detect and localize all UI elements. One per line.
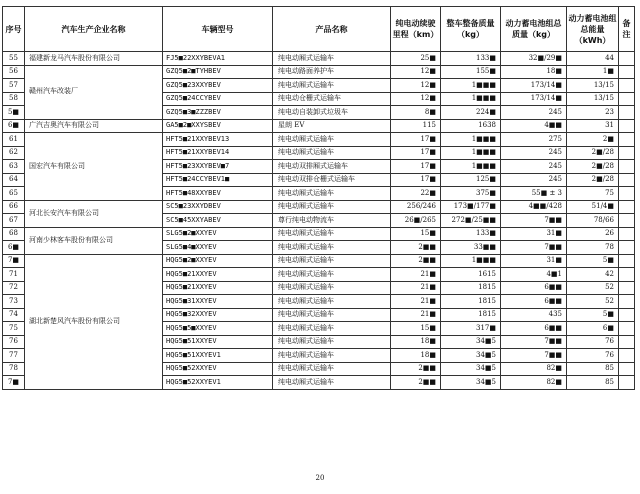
model-cell: HFT5■21XXYBEV13	[163, 133, 273, 147]
seq-cell: 58	[3, 92, 25, 106]
battery-mass-cell: 31■	[501, 227, 567, 241]
battery-energy-cell: 76	[567, 335, 619, 349]
note-cell	[619, 295, 635, 309]
seq-cell: 78	[3, 362, 25, 376]
range-cell: 25■	[391, 52, 441, 66]
product-cell: 纯电动厢式运输车	[273, 349, 391, 363]
model-cell: SLG5■4■XXYEV	[163, 241, 273, 255]
note-cell	[619, 52, 635, 66]
company-cell: 河南少林客车股份有限公司	[25, 227, 163, 254]
seq-cell: 77	[3, 349, 25, 363]
seq-cell: 74	[3, 308, 25, 322]
model-cell: HQG5■5■XXYEV	[163, 322, 273, 336]
seq-cell: 55	[3, 52, 25, 66]
mass-cell: 33■■	[441, 241, 501, 255]
table-body	[3, 52, 635, 390]
mass-cell: 1■■■	[441, 254, 501, 268]
table-row	[3, 52, 635, 66]
model-cell: HQG5■31XXYEV	[163, 295, 273, 309]
mass-cell: 1638	[441, 119, 501, 133]
model-cell: SC5■45XXYABEV	[163, 214, 273, 228]
range-cell: 2■■	[391, 254, 441, 268]
product-cell: 纯电动厢式运输车	[273, 362, 391, 376]
battery-energy-cell: 85	[567, 362, 619, 376]
battery-mass-cell: 18■	[501, 65, 567, 79]
battery-energy-cell: 75	[567, 187, 619, 201]
battery-mass-cell: 7■■	[501, 335, 567, 349]
note-cell	[619, 79, 635, 93]
battery-mass-cell: 173/14■	[501, 79, 567, 93]
battery-energy-cell: 42	[567, 268, 619, 282]
battery-energy-cell: 2■/28	[567, 146, 619, 160]
battery-energy-cell: 1■	[567, 65, 619, 79]
mass-cell: 173■/177■	[441, 200, 501, 214]
note-cell	[619, 362, 635, 376]
seq-cell: 72	[3, 281, 25, 295]
product-cell: 纯电动厢式运输车	[273, 308, 391, 322]
product-cell: 纯电动厢式运输车	[273, 241, 391, 255]
battery-energy-cell: 2■	[567, 133, 619, 147]
product-cell: 纯电动厢式运输车	[273, 254, 391, 268]
note-cell	[619, 322, 635, 336]
mass-cell: 133■	[441, 227, 501, 241]
model-cell: HQG5■52XXYEV	[163, 362, 273, 376]
battery-energy-cell: 78	[567, 241, 619, 255]
note-cell	[619, 173, 635, 187]
battery-mass-cell: 4■■/428	[501, 200, 567, 214]
seq-cell: 56	[3, 65, 25, 79]
range-cell: 17■	[391, 146, 441, 160]
mass-cell: 224■	[441, 106, 501, 120]
product-cell: 纯电动双排厢式运输车	[273, 160, 391, 174]
header-model: 车辆型号	[163, 7, 273, 52]
seq-cell: 57	[3, 79, 25, 93]
range-cell: 17■	[391, 160, 441, 174]
product-cell: 纯电动厢式运输车	[273, 281, 391, 295]
range-cell: 17■	[391, 173, 441, 187]
battery-mass-cell: 245	[501, 160, 567, 174]
battery-energy-cell: 76	[567, 349, 619, 363]
catalog-sheet	[2, 6, 634, 390]
seq-cell: 6■	[3, 241, 25, 255]
note-cell	[619, 268, 635, 282]
mass-cell: 1■■■	[441, 146, 501, 160]
product-cell: 纯电动厢式运输车	[273, 227, 391, 241]
model-cell: HFT5■23XXYBEV■7	[163, 160, 273, 174]
seq-cell: 73	[3, 295, 25, 309]
range-cell: 8■	[391, 106, 441, 120]
note-cell	[619, 200, 635, 214]
mass-cell: 34■5	[441, 376, 501, 390]
battery-mass-cell: 275	[501, 133, 567, 147]
table-row	[3, 200, 635, 214]
mass-cell: 1■■■	[441, 79, 501, 93]
model-cell: HFT5■24CCYBEV1■	[163, 173, 273, 187]
range-cell: 22■	[391, 187, 441, 201]
mass-cell: 34■5	[441, 335, 501, 349]
model-cell: GZQ5■3■ZZZBEV	[163, 106, 273, 120]
model-cell: SLG5■2■XXYEV	[163, 227, 273, 241]
note-cell	[619, 119, 635, 133]
header-battery-energy: 动力蓄电池组总能量（kWh）	[567, 7, 619, 52]
battery-mass-cell: 245	[501, 173, 567, 187]
seq-cell: 75	[3, 322, 25, 336]
header-mass: 整车整备质量（kg）	[441, 7, 501, 52]
header-range: 纯电动续驶里程（km）	[391, 7, 441, 52]
model-cell: HQG5■2■XXYEV	[163, 254, 273, 268]
seq-cell: 5■	[3, 106, 25, 120]
range-cell: 12■	[391, 65, 441, 79]
seq-cell: 62	[3, 146, 25, 160]
range-cell: 12■	[391, 79, 441, 93]
battery-mass-cell: 4■1	[501, 268, 567, 282]
company-cell: 湖北新楚风汽车股份有限公司	[25, 254, 163, 389]
company-cell: 河北长安汽车有限公司	[25, 200, 163, 227]
seq-cell: 65	[3, 187, 25, 201]
product-cell: 纯电动厢式运输车	[273, 200, 391, 214]
range-cell: 18■	[391, 335, 441, 349]
product-cell: 纯电动厢式运输车	[273, 376, 391, 390]
product-cell: 纯电动双排仓栅式运输车	[273, 173, 391, 187]
product-cell: 纯电动厢式运输车	[273, 52, 391, 66]
header-company: 汽车生产企业名称	[25, 7, 163, 52]
battery-mass-cell: 7■■	[501, 241, 567, 255]
range-cell: 256/246	[391, 200, 441, 214]
mass-cell: 125■	[441, 173, 501, 187]
header-seq: 序号	[3, 7, 25, 52]
model-cell: HQG5■21XXYEV	[163, 268, 273, 282]
battery-mass-cell: 32■/29■	[501, 52, 567, 66]
model-cell: GZQ5■24CCYBEV	[163, 92, 273, 106]
battery-energy-cell: 52	[567, 281, 619, 295]
range-cell: 26■/265	[391, 214, 441, 228]
note-cell	[619, 335, 635, 349]
header-note: 备注	[619, 7, 635, 52]
mass-cell: 1815	[441, 308, 501, 322]
range-cell: 21■	[391, 281, 441, 295]
range-cell: 12■	[391, 92, 441, 106]
model-cell: SC5■23XXYDBEV	[163, 200, 273, 214]
range-cell: 115	[391, 119, 441, 133]
battery-energy-cell: 51/4■	[567, 200, 619, 214]
note-cell	[619, 146, 635, 160]
note-cell	[619, 133, 635, 147]
page-number: 20	[315, 474, 325, 482]
battery-mass-cell: 173/14■	[501, 92, 567, 106]
range-cell: 15■	[391, 322, 441, 336]
note-cell	[619, 187, 635, 201]
battery-mass-cell: 7■■	[501, 349, 567, 363]
mass-cell: 1815	[441, 295, 501, 309]
product-cell: 纯电动厢式运输车	[273, 133, 391, 147]
seq-cell: 64	[3, 173, 25, 187]
seq-cell: 61	[3, 133, 25, 147]
battery-energy-cell: 85	[567, 376, 619, 390]
product-cell: 纯电动厢式运输车	[273, 187, 391, 201]
seq-cell: 71	[3, 268, 25, 282]
note-cell	[619, 254, 635, 268]
seq-cell: 7■	[3, 254, 25, 268]
table-row	[3, 254, 635, 268]
seq-cell: 66	[3, 200, 25, 214]
company-cell: 国宏汽车有限公司	[25, 133, 163, 201]
note-cell	[619, 65, 635, 79]
model-cell: HFT5■48XXYBEV	[163, 187, 273, 201]
note-cell	[619, 281, 635, 295]
range-cell: 18■	[391, 349, 441, 363]
seq-cell: 76	[3, 335, 25, 349]
mass-cell: 1615	[441, 268, 501, 282]
battery-energy-cell: 31	[567, 119, 619, 133]
model-cell: HFT5■21XXYBEV14	[163, 146, 273, 160]
battery-energy-cell: 13/15	[567, 79, 619, 93]
mass-cell: 1815	[441, 281, 501, 295]
range-cell: 2■■	[391, 362, 441, 376]
battery-mass-cell: 245	[501, 146, 567, 160]
battery-energy-cell: 44	[567, 52, 619, 66]
battery-energy-cell: 2■/28	[567, 173, 619, 187]
seq-cell: 67	[3, 214, 25, 228]
model-cell: HQG5■51XXYEV	[163, 335, 273, 349]
battery-mass-cell: 6■■	[501, 295, 567, 309]
battery-mass-cell: 82■	[501, 376, 567, 390]
product-cell: 纯电动厢式运输车	[273, 335, 391, 349]
battery-mass-cell: 245	[501, 106, 567, 120]
product-cell: 纯电动自装卸式垃圾车	[273, 106, 391, 120]
header-row	[3, 7, 635, 52]
product-cell: 纯电动厢式运输车	[273, 268, 391, 282]
battery-mass-cell: 6■■	[501, 322, 567, 336]
header-product: 产品名称	[273, 7, 391, 52]
product-cell: 纯电动厢式运输车	[273, 295, 391, 309]
table-row	[3, 227, 635, 241]
note-cell	[619, 160, 635, 174]
note-cell	[619, 214, 635, 228]
mass-cell: 1■■■	[441, 133, 501, 147]
seq-cell: 63	[3, 160, 25, 174]
note-cell	[619, 227, 635, 241]
range-cell: 15■	[391, 227, 441, 241]
note-cell	[619, 92, 635, 106]
mass-cell: 375■	[441, 187, 501, 201]
battery-energy-cell: 5■	[567, 308, 619, 322]
product-cell: 纯电动路面养护车	[273, 65, 391, 79]
mass-cell: 34■5	[441, 362, 501, 376]
header-battery-mass: 动力蓄电池组总质量（kg）	[501, 7, 567, 52]
battery-mass-cell: 4■■	[501, 119, 567, 133]
range-cell: 21■	[391, 308, 441, 322]
product-cell: 纯电动厢式运输车	[273, 322, 391, 336]
seq-cell: 7■	[3, 376, 25, 390]
note-cell	[619, 308, 635, 322]
model-cell: FJ5■22XXYBEVA1	[163, 52, 273, 66]
battery-mass-cell: 55■ ± 3	[501, 187, 567, 201]
model-cell: GZQ5■23XXYBEV	[163, 79, 273, 93]
company-cell: 福建新龙马汽车股份有限公司	[25, 52, 163, 66]
battery-energy-cell: 52	[567, 295, 619, 309]
mass-cell: 317■	[441, 322, 501, 336]
range-cell: 2■■	[391, 376, 441, 390]
battery-energy-cell: 2■/28	[567, 160, 619, 174]
range-cell: 2■■	[391, 241, 441, 255]
range-cell: 17■	[391, 133, 441, 147]
table-row	[3, 65, 635, 79]
table-row	[3, 133, 635, 147]
model-cell: GZQ5■2■TYHBEV	[163, 65, 273, 79]
product-cell: 纯电动仓栅式运输车	[273, 92, 391, 106]
battery-energy-cell: 5■	[567, 254, 619, 268]
vehicle-table	[2, 6, 635, 390]
company-cell: 赣州汽车改装厂	[25, 65, 163, 119]
company-cell: 广汽吉奥汽车有限公司	[25, 119, 163, 133]
range-cell: 21■	[391, 268, 441, 282]
battery-mass-cell: 6■■	[501, 281, 567, 295]
seq-cell: 6■	[3, 119, 25, 133]
battery-mass-cell: 82■	[501, 362, 567, 376]
product-cell: 星朗 EV	[273, 119, 391, 133]
model-cell: HQG5■32XXYEV	[163, 308, 273, 322]
product-cell: 纯电动厢式运输车	[273, 79, 391, 93]
mass-cell: 272■/25■■	[441, 214, 501, 228]
note-cell	[619, 376, 635, 390]
battery-mass-cell: 31■	[501, 254, 567, 268]
model-cell: HQG5■21XXYEV	[163, 281, 273, 295]
table-row	[3, 119, 635, 133]
battery-energy-cell: 26	[567, 227, 619, 241]
mass-cell: 1■■■	[441, 92, 501, 106]
mass-cell: 155■	[441, 65, 501, 79]
model-cell: HQG5■51XXYEV1	[163, 349, 273, 363]
mass-cell: 1■■■	[441, 160, 501, 174]
battery-mass-cell: 435	[501, 308, 567, 322]
product-cell: 尊行纯电动物流车	[273, 214, 391, 228]
model-cell: GA5■2■XXYSBEV	[163, 119, 273, 133]
battery-energy-cell: 6■	[567, 322, 619, 336]
range-cell: 21■	[391, 295, 441, 309]
battery-energy-cell: 78/66	[567, 214, 619, 228]
mass-cell: 34■5	[441, 349, 501, 363]
product-cell: 纯电动厢式运输车	[273, 146, 391, 160]
note-cell	[619, 349, 635, 363]
note-cell	[619, 241, 635, 255]
model-cell: HQG5■52XXYEV1	[163, 376, 273, 390]
battery-energy-cell: 23	[567, 106, 619, 120]
note-cell	[619, 106, 635, 120]
seq-cell: 68	[3, 227, 25, 241]
battery-energy-cell: 13/15	[567, 92, 619, 106]
battery-mass-cell: 7■■	[501, 214, 567, 228]
mass-cell: 133■	[441, 52, 501, 66]
